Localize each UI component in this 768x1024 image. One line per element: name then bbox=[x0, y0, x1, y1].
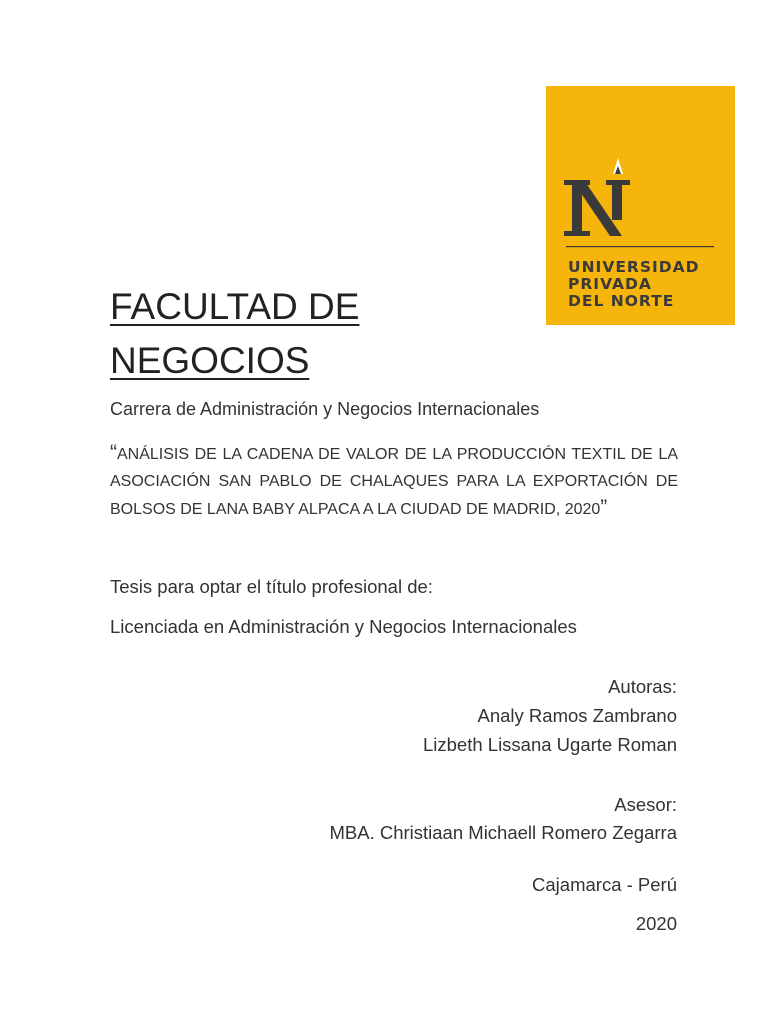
author-2: Lizbeth Lissana Ugarte Roman bbox=[422, 734, 677, 755]
faculty-line-2: NEGOCIOS bbox=[110, 340, 310, 381]
degree-name: Licenciada en Administración y Negocios Internacionales bbox=[110, 616, 577, 637]
open-quote: “ bbox=[110, 441, 117, 464]
advisor-label: Asesor: bbox=[614, 794, 677, 815]
close-quote: ” bbox=[600, 496, 608, 519]
faculty-line-1: FACULTAD DE bbox=[110, 286, 360, 327]
career-name: Carrera de Administración y Negocios Internacionales bbox=[110, 399, 540, 419]
logo-line-1: UNIVERSIDAD bbox=[568, 258, 700, 276]
logo-line-2: PRIVADA bbox=[568, 275, 652, 293]
faculty-title bbox=[110, 280, 359, 388]
place: Cajamarca - Perú bbox=[532, 874, 677, 895]
thesis-title bbox=[110, 440, 678, 524]
year: 2020 bbox=[635, 913, 677, 934]
authors-label: Autoras: bbox=[608, 676, 677, 697]
logo-line-3: DEL NORTE bbox=[568, 292, 675, 310]
thesis-title-text: ANÁLISIS DE LA CADENA DE VALOR DE LA PRODUCCIÓN TEXTIL DE LA ASOCIACIÓN SAN PABLO DE CHALAQUES PARA LA EXPORTACIÓN DE BOLSOS DE LANA BABY ALPACA A LA CIUDAD DE MADRID, 2020 bbox=[110, 446, 678, 518]
author-1: Analy Ramos Zambrano bbox=[477, 705, 677, 726]
university-logo bbox=[546, 86, 735, 325]
degree-intro: Tesis para optar el título profesional de: bbox=[110, 576, 433, 597]
advisor-name: MBA. Christiaan Michaell Romero Zegarra bbox=[329, 822, 677, 843]
